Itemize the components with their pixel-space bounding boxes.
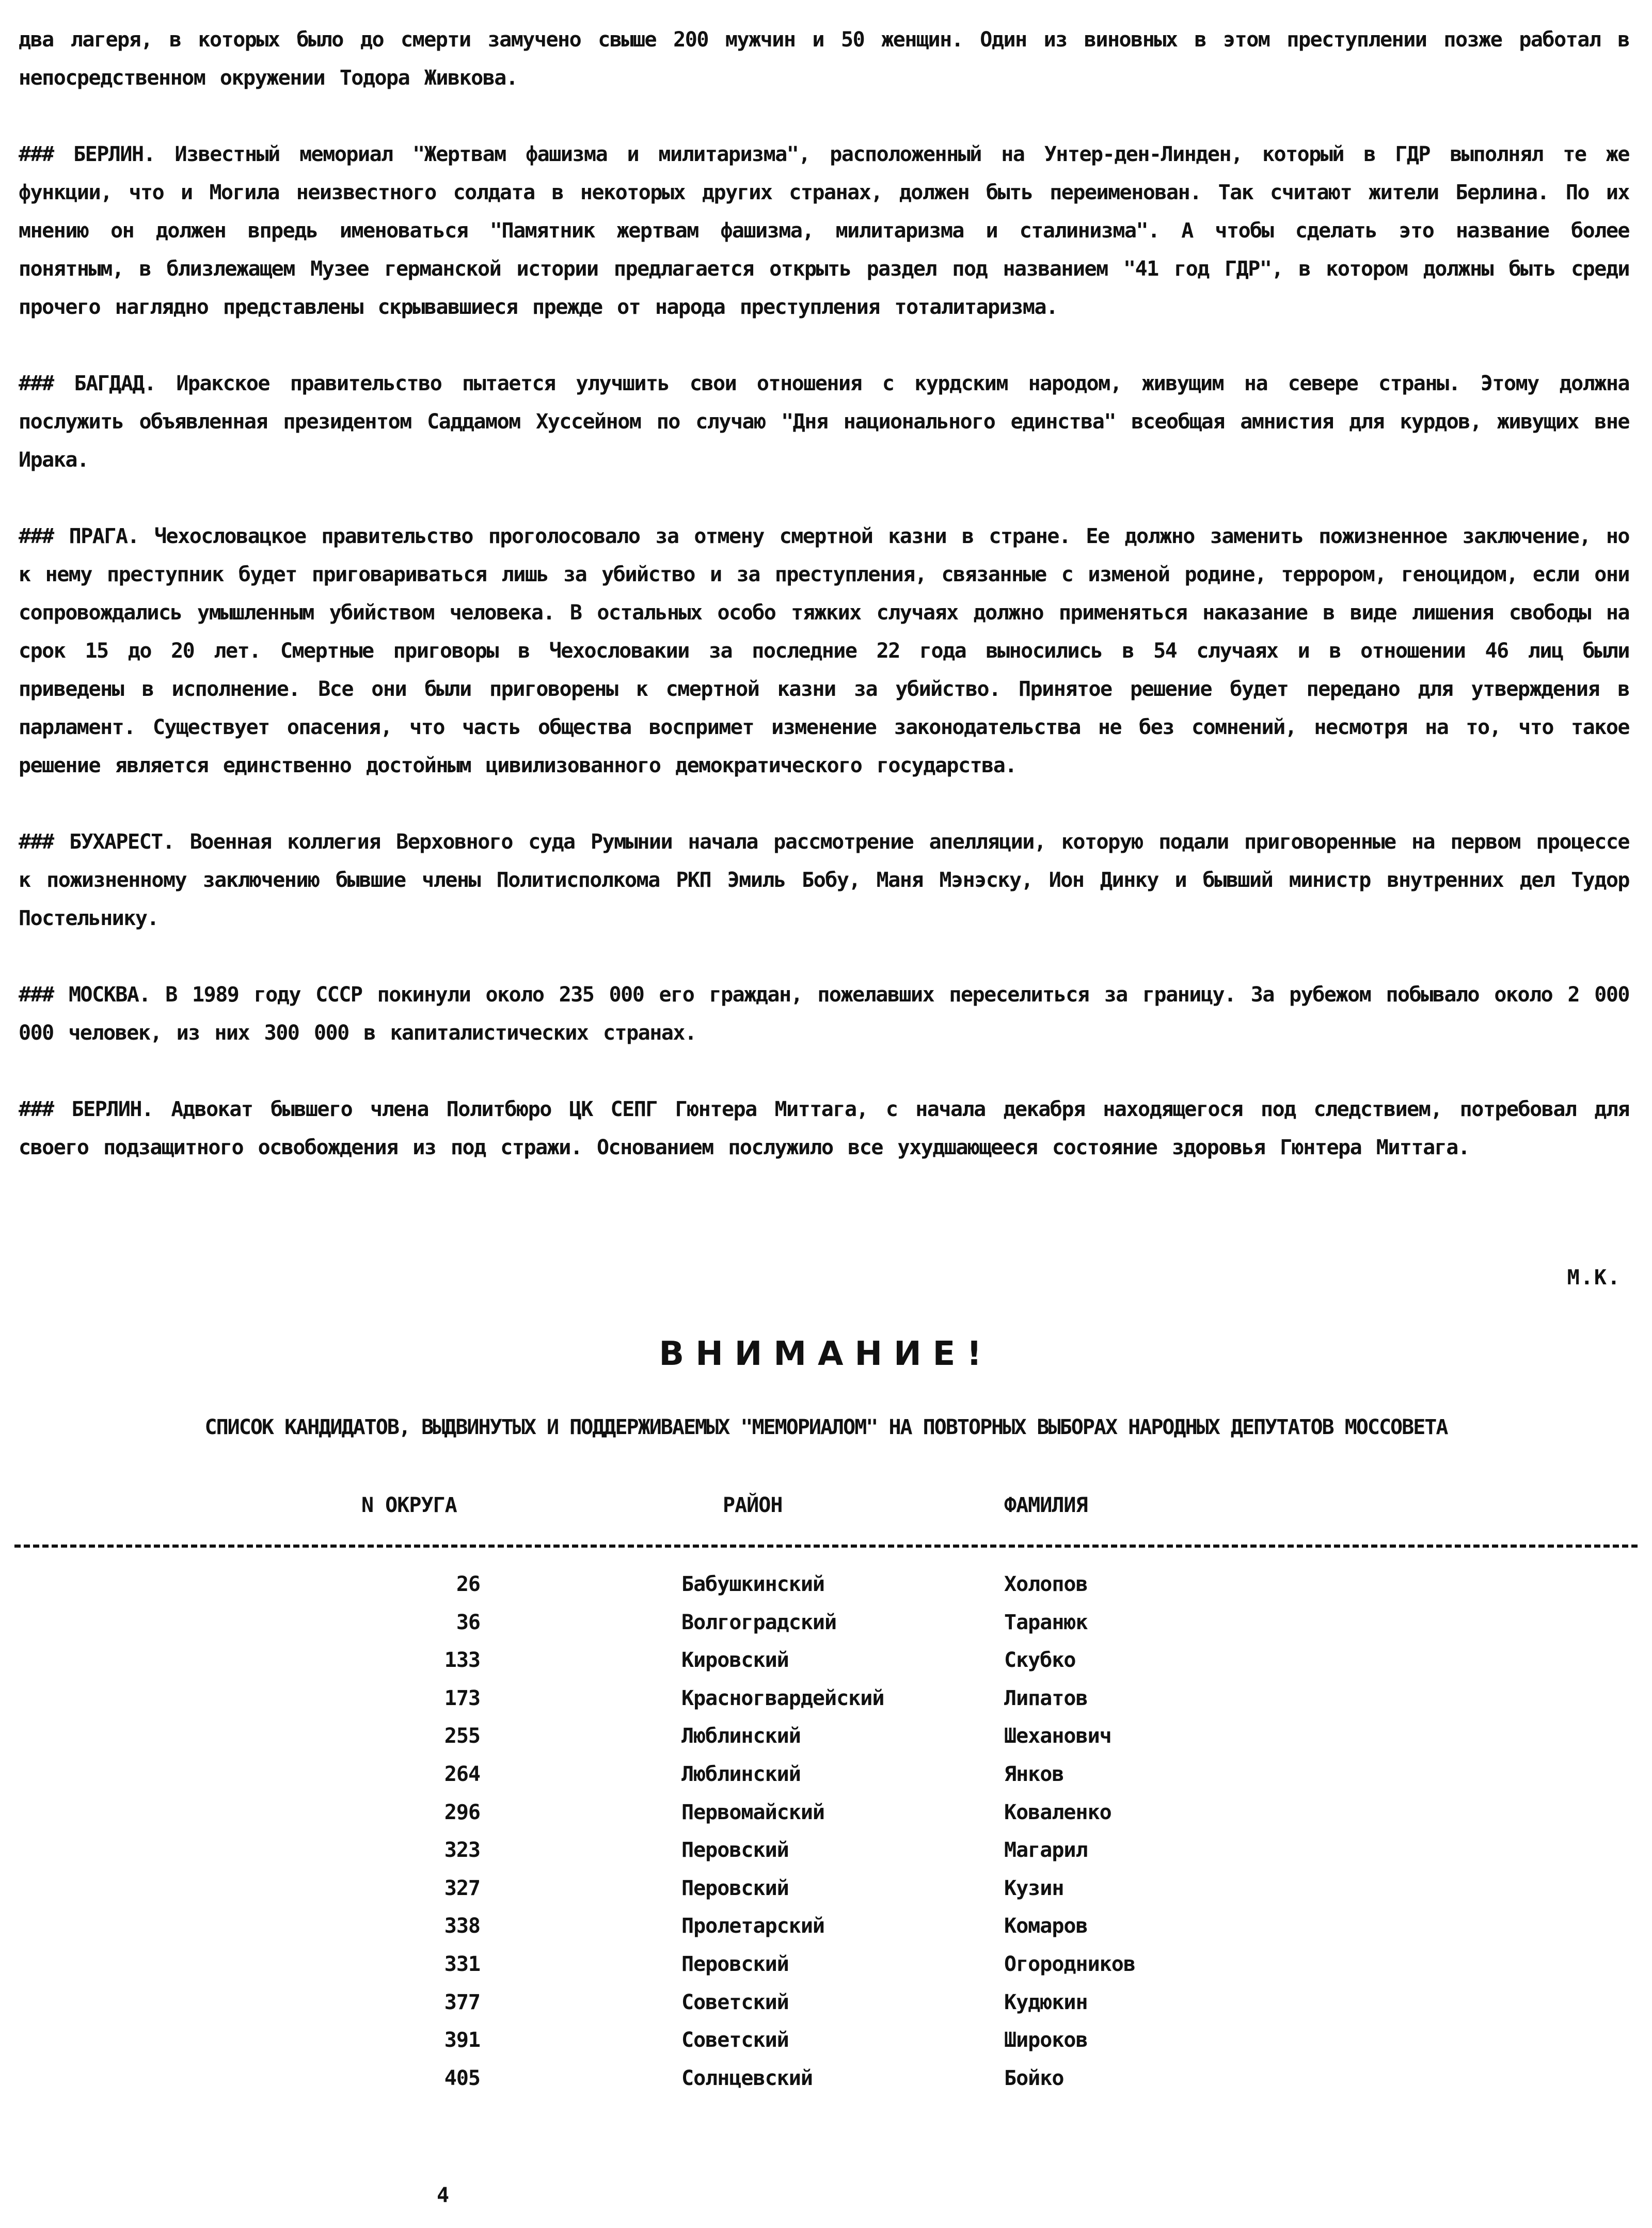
district-number: 391 [444, 2028, 480, 2052]
candidate-surname: Магарил [1004, 1838, 1088, 1863]
news-text: два лагеря, в которых было до смерти замучено свыше 200 мужчин и 50 женщин. Один из виновных в этом преступлении позже работал в непосредственном окружении Тодора Живкова. [19, 28, 1629, 90]
district-name: Красногвардейский [681, 1686, 884, 1710]
table-row [0, 1876, 1652, 1915]
dashed-divider [14, 1545, 1638, 1548]
news-text: Иракское правительство пытается улучшить свои отношения с курдским народом, живущим на севере страны. Этому должна послужить объявленная президентом Саддамом Хуссейном по случаю "Дня национального единства" всеобщая амнистия для курдов, живущих вне Ирака. [19, 372, 1630, 472]
district-name: Пролетарский [681, 1914, 824, 1938]
district-number: 405 [444, 2066, 480, 2090]
district-number: 173 [444, 1686, 480, 1710]
district-name: Советский [681, 1990, 789, 2014]
table-row [0, 1572, 1652, 1611]
candidate-surname: Широков [1004, 2028, 1088, 2052]
news-text: Военная коллегия Верховного суда Румынии начала рассмотрение апелляции, которую подали приговоренные на первом процессе к пожизненному заключению бывшие члены Политисполкома РКП Эмиль Бобу, Маня Мэнэску, Ион Динку и бывший министр внутренних дел Тудор Постельнику. [19, 830, 1629, 930]
news-dateline: ### БЕРЛИН. [19, 1097, 153, 1121]
table-row [0, 2028, 1652, 2066]
table-row [0, 1914, 1652, 1952]
district-number: 338 [444, 1914, 480, 1938]
district-name: Перовский [681, 1952, 789, 1976]
district-name: Советский [681, 2028, 789, 2052]
news-section [19, 21, 1629, 1205]
news-text: Известный мемориал "Жертвам фашизма и милитаризма", расположенный на Унтер-ден-Линден, который в ГДР выполнял те же функции, что и Могила неизвестного солдата в некоторых других странах, должен быть переименован. Так считают жители Берлина. По их мнению он должен впредь именоваться "Памятник жертвам фашизма, милитаризма и сталинизма". А чтобы сделать это название более понятным, в близлежащем Музее германской истории предлагается открыть раздел под названием "41 год ГДР", в котором должны быть среди прочего наглядно представлены скрывавшиеся прежде от народа преступления тоталитаризма. [19, 142, 1630, 319]
news-paragraph [19, 1090, 1629, 1167]
candidate-surname: Липатов [1004, 1686, 1088, 1710]
district-name: Кировский [681, 1648, 789, 1673]
district-number: 36 [456, 1610, 480, 1634]
news-text: Адвокат бывшего члена Политбюро ЦК СЕПГ Гюнтера Миттага, с начала декабря находящегося под следствием, потребовал для своего подзащитного освобождения из под стражи. Основанием послужило все ухудшающееся состояние здоровья Гюнтера Миттага. [19, 1097, 1629, 1159]
news-text: Чехословацкое правительство проголосовало за отмену смертной казни в стране. Ее должно заменить пожизненное заключение, но к нему преступник будет приговариваться лишь за убийство и за преступления, связанные с изменой родине, террором, геноцидом, если они сопровождались умышленным убийством человека. В остальных особо тяжких случаях должно применяться наказание в виде лишения свободы на срок 15 до 20 лет. Смертные приговоры в Чехословакии за последние 22 года выносились в 54 случаях и в отношении 46 лиц были приведены в исполнение. Все они были приговорены к смертной казни за убийство. Принятое решение будет передано для утверждения в парламент. Существует опасения, что часть общества воспримет изменение законодательства не без сомнений, несмотря на то, что такое решение является единственно достойным цивилизованного демократического государства. [19, 524, 1629, 777]
candidate-surname: Кузин [1004, 1876, 1064, 1900]
news-paragraph [19, 976, 1629, 1052]
table-row [0, 1648, 1652, 1686]
district-number: 327 [444, 1876, 480, 1900]
table-row [0, 1801, 1652, 1839]
table-row [0, 1952, 1652, 1991]
district-name: Первомайский [681, 1800, 824, 1824]
district-number: 133 [444, 1648, 480, 1673]
table-row [0, 1762, 1652, 1801]
page-number: 4 [437, 2184, 450, 2207]
district-number: 323 [444, 1838, 480, 1863]
candidate-surname: Янков [1004, 1762, 1064, 1786]
table-row [0, 1686, 1652, 1725]
district-number: 264 [444, 1762, 480, 1786]
news-dateline: ### ПРАГА. [19, 524, 139, 548]
column-header-district: РАЙОН [723, 1493, 783, 1517]
candidate-surname: Скубко [1004, 1648, 1076, 1673]
news-dateline: ### БАГДАД. [19, 372, 156, 395]
table-row [0, 1991, 1652, 2029]
district-name: Солнцевский [681, 2066, 813, 2090]
attention-heading: ВНИМАНИЕ! [659, 1335, 993, 1373]
district-number: 296 [444, 1800, 480, 1824]
table-row [0, 1611, 1652, 1649]
candidate-surname: Бойко [1004, 2066, 1064, 2090]
candidate-surname: Кудюкин [1004, 1990, 1088, 2014]
news-text: В 1989 году СССР покинули около 235 000 его граждан, пожелавших переселиться за границу. За рубежом побывало около 2 000 000 человек, из них 300 000 в капиталистических странах. [19, 983, 1629, 1045]
district-number: 255 [444, 1724, 480, 1748]
candidate-surname: Коваленко [1004, 1800, 1111, 1824]
district-name: Бабушкинский [681, 1572, 824, 1596]
column-header-number: N ОКРУГА [361, 1493, 457, 1517]
candidate-surname: Шеханович [1004, 1724, 1111, 1748]
news-paragraph [19, 135, 1629, 326]
candidate-surname: Комаров [1004, 1914, 1088, 1938]
author-signature: М.К. [1567, 1266, 1621, 1290]
district-name: Перовский [681, 1876, 789, 1900]
news-paragraph [19, 364, 1629, 479]
district-name: Волгоградский [681, 1610, 837, 1634]
district-number: 26 [456, 1572, 480, 1596]
news-dateline: ### БУХАРЕСТ. [19, 830, 174, 854]
district-number: 331 [444, 1952, 480, 1976]
table-row [0, 1724, 1652, 1762]
column-header-surname: ФАМИЛИЯ [1004, 1493, 1088, 1517]
news-paragraph [19, 823, 1629, 937]
district-name: Люблинский [681, 1724, 801, 1748]
candidate-surname: Таранюк [1004, 1610, 1088, 1634]
table-row [0, 1838, 1652, 1876]
news-dateline: ### МОСКВА. [19, 983, 151, 1007]
candidate-table [0, 1572, 1652, 2104]
news-paragraph [19, 517, 1629, 785]
table-row [0, 2066, 1652, 2105]
district-name: Перовский [681, 1838, 789, 1863]
candidate-surname: Холопов [1004, 1572, 1088, 1596]
district-name: Люблинский [681, 1762, 801, 1786]
district-number: 377 [444, 1990, 480, 2014]
candidate-list-title: СПИСОК КАНДИДАТОВ, ВЫДВИНУТЫХ И ПОДДЕРЖИВАЕМЫХ "МЕМОРИАЛОМ" НА ПОВТОРНЫХ ВЫБОРАХ НАРОДНЫХ ДЕПУТАТОВ МОССОВЕТА [204, 1415, 1448, 1439]
news-dateline: ### БЕРЛИН. [19, 142, 155, 166]
candidate-surname: Огородников [1004, 1952, 1135, 1976]
news-paragraph [19, 21, 1629, 97]
